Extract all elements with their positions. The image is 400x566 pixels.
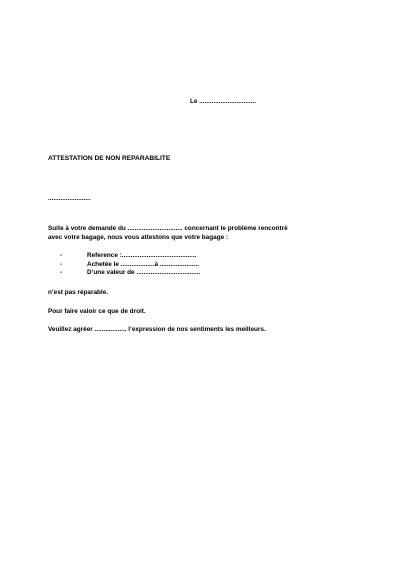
to-assert-line: Pour faire valoir ce que de droit.	[48, 308, 146, 315]
recipient-line: ........................	[48, 195, 91, 202]
list-item-text: Achetée le ...................à ......................	[87, 260, 199, 268]
bullet-dash: -	[60, 269, 63, 277]
bullet-dash: -	[60, 252, 63, 259]
bullet-dash: -	[60, 260, 63, 268]
intro-line-1: Suite à votre demande du ............................... concernant le problème rencontré	[48, 225, 288, 232]
list-item-text: D’une valeur de ....................................	[87, 269, 201, 277]
document-title: ATTESTATION DE NON REPARABILITE	[48, 155, 171, 162]
list-item-value	[60, 269, 200, 277]
closing-line: Veuillez agréer .................. l’expression de nos sentiments les meilleurs.	[48, 326, 266, 333]
details-list	[60, 252, 200, 278]
list-item-reference	[60, 252, 200, 260]
intro-line-2: avec votre bagage, nous vous attestons que votre bagage :	[48, 234, 229, 241]
list-item-text: Reference :..........................................	[87, 252, 197, 259]
list-item-purchase	[60, 261, 200, 269]
date-line: Le ................................	[190, 98, 257, 105]
not-repairable-line: n’est pas réparable.	[48, 289, 109, 296]
